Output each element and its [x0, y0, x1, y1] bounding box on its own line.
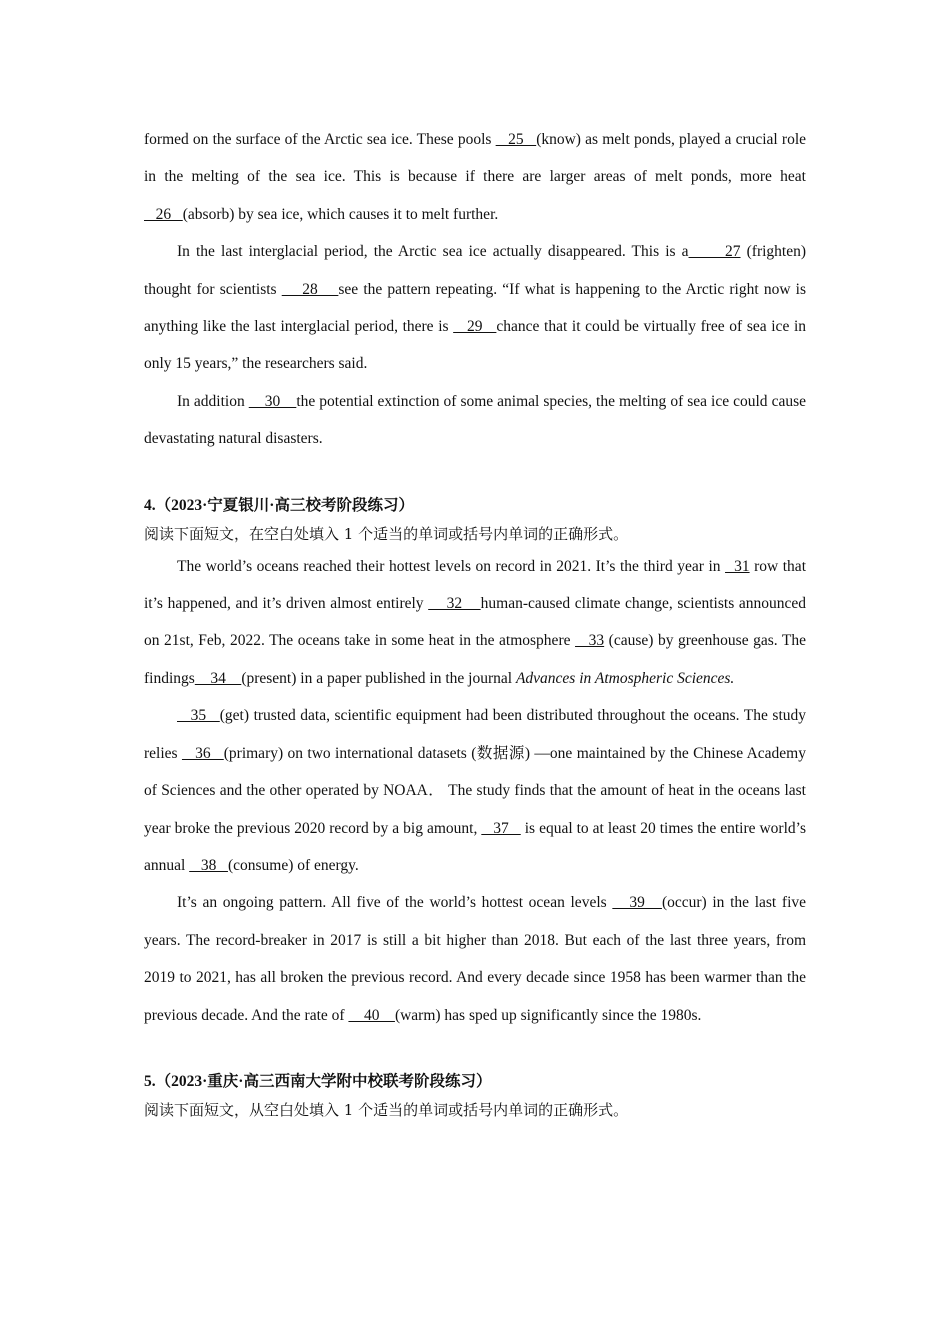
text-span: (frighten) thought for scientists [144, 243, 807, 298]
document-page [144, 121, 806, 1124]
blank-38[interactable]: 38 [189, 856, 228, 874]
text-span: (present) in a paper published in the journal [241, 669, 516, 687]
text-span: (primary) on two international datasets (数据源) —one maintained by the Chinese Academy of Sciences and the other operated by NOAA． The study finds that the amount of heat in the oceans last year broke the previous 2020 record by a big amount, [144, 744, 806, 837]
question-4-instruction: 阅读下面短文，在空白处填入 1 个适当的单词或括号内单词的正确形式。 [144, 524, 629, 543]
blank-33[interactable]: 33 [575, 632, 605, 650]
text-span: (consume) of energy. [227, 856, 359, 874]
blank-27[interactable]: 27 [688, 243, 741, 261]
text-span: chance that it could be virtually free of sea ice in only 15 years,” the researchers said. [144, 318, 807, 373]
blank-36[interactable]: 36 [181, 744, 224, 762]
text-span: It’s an ongoing pattern. All five of the world’s hottest ocean levels [177, 894, 613, 912]
text-span: (absorb) by sea ice, which causes it to melt further. [182, 205, 499, 223]
q4-paragraph-2 [144, 697, 806, 884]
blank-40[interactable]: 40 [348, 1006, 395, 1024]
text-span: the potential extinction of some animal species, the melting of sea ice could cause devastating natural disasters. [144, 392, 806, 448]
blank-25[interactable]: 25 [495, 131, 537, 148]
q4-paragraph-1 [144, 548, 806, 698]
text-span: The world’s oceans reached their hottest levels on record in 2021. It’s the third year in [177, 557, 726, 575]
text-span: In addition [177, 392, 249, 410]
text-span: row that it’s happened, and it’s driven almost entirely [144, 557, 806, 613]
blank-26[interactable]: 26 [144, 205, 183, 223]
text-span: (know) as melt ponds, played a crucial role in the melting of the sea ice. This is because if there are larger areas of melt ponds, more heat [144, 131, 806, 186]
text-span: (get) trusted data, scientific equipment had been distributed throughout the oceans. The study relies [144, 707, 806, 762]
blank-39[interactable]: 39 [612, 894, 662, 912]
text-span: (occur) in the last five years. The record-breaker in 2017 is still a bit higher than 2018. But each of the last three years, from 2019 to 2021, has all broken the previous record. And every decade since 1958 has been warmer than the previous decade. And the rate of [144, 894, 807, 1024]
question-4-heading: 4.（2023·宁夏银川·高三校考阶段练习） [144, 496, 414, 514]
blank-37[interactable]: 37 [481, 819, 521, 837]
blank-32[interactable]: 32 [428, 595, 481, 613]
blank-34[interactable]: 34 [194, 669, 242, 687]
blank-35[interactable]: 35 [177, 707, 220, 725]
blank-31[interactable]: 31 [725, 557, 750, 575]
text-span: (warm) has sped up significantly since the 1980s. [394, 1006, 702, 1024]
passage3-paragraph-3 [144, 383, 806, 458]
text-span: In the last interglacial period, the Arctic sea ice actually disappeared. This is a [177, 243, 689, 261]
journal-title: Advances in Atmospheric Sciences. [515, 669, 735, 687]
text-span: formed on the surface of the Arctic sea ice. These pools [144, 131, 496, 148]
passage3-paragraph-2 [144, 233, 806, 383]
passage3-paragraph-1 [144, 121, 806, 233]
blank-29[interactable]: 29 [453, 318, 497, 336]
question-5-heading: 5.（2023·重庆·高三西南大学附中校联考阶段练习） [144, 1072, 492, 1090]
blank-30[interactable]: 30 [248, 392, 297, 410]
spacer [144, 458, 806, 492]
text-span: (cause) by greenhouse gas. The findings [144, 632, 807, 687]
text-span: see the pattern repeating. “If what is happening to the Arctic right now is anything like the last interglacial period, there is [144, 280, 806, 336]
blank-28[interactable]: 28 [281, 280, 339, 298]
q4-paragraph-3 [144, 884, 806, 1034]
question-5-instruction: 阅读下面短文，从空白处填入 1 个适当的单词或括号内单词的正确形式。 [144, 1100, 629, 1119]
spacer [144, 1034, 806, 1068]
text-span: is equal to at least 20 times the entire world’s annual [144, 819, 806, 874]
text-span: human-caused climate change, scientists announced on 21st, Feb, 2022. The oceans take in some heat in the atmosphere [144, 595, 806, 650]
